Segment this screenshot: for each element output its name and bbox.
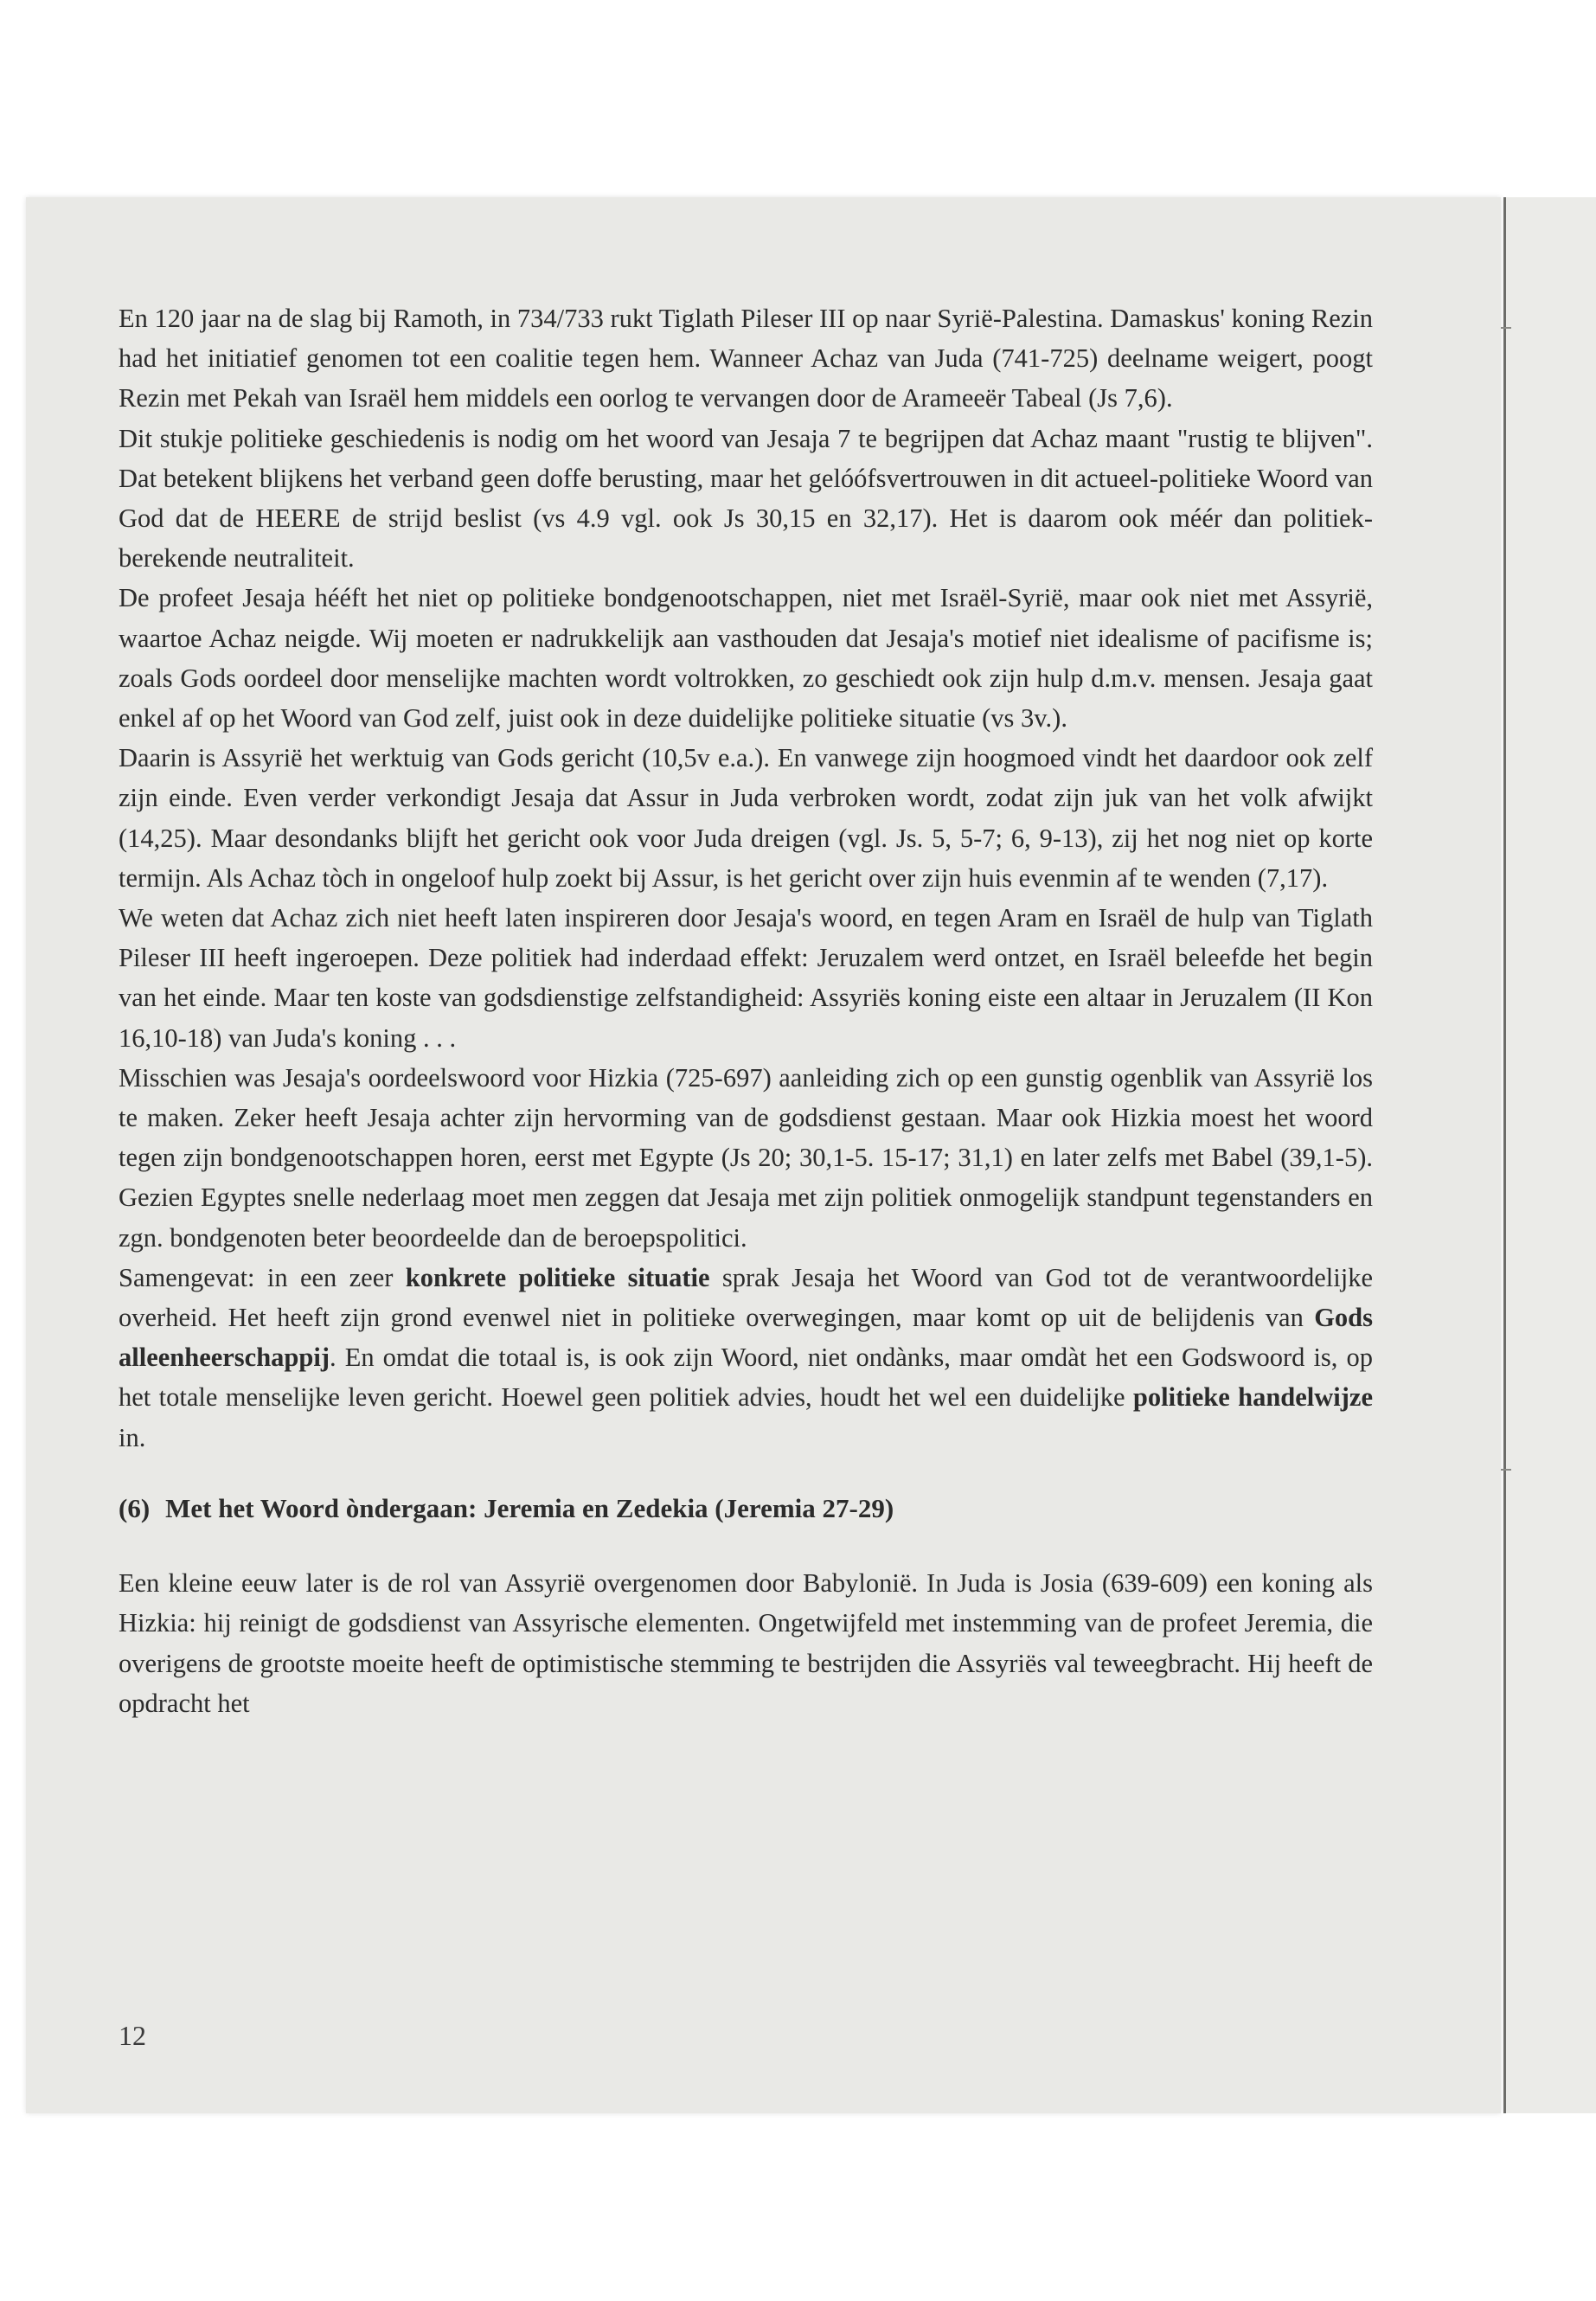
final-paragraph: Een kleine eeuw later is de rol van Assyrië overgenomen door Babylonië. In Juda is Josia (639-609) een koning als Hizkia: hij reinigt de godsdienst van Assyrische elementen. Ongetwijfeld met instemming van de profeet Jeremia, die overigens de grootste moeite heeft de optimistische stemming te bestrijden die Assyriës val teweegbracht. Hij heeft de opdracht het xyxy=(119,1568,1373,1718)
section-number: (6) xyxy=(119,1492,151,1523)
paragraph-3: De profeet Jesaja hééft het niet op politieke bondgenootschappen, niet met Israël-Syrië, maar ook niet met Assyrië, waartoe Achaz neigde. Wij moeten er nadrukkelijk aan vasthouden dat Jesaja's motief niet idealisme of pacifisme is; zoals Gods oordeel door menselijke machten wordt voltrokken, zo geschiedt ook zijn hulp d.m.v. mensen. Jesaja gaat enkel af op het Woord van God zelf, juist ook in deze duidelijke politieke situatie (vs 3v.). xyxy=(119,583,1373,734)
summary-bold-term: Gods alleenheerschappij xyxy=(119,1303,1373,1373)
summary-bold-term: politieke handelwijze xyxy=(1132,1382,1373,1413)
page-edge-mark xyxy=(1501,1469,1511,1471)
summary-bold-term: konkrete politieke situatie xyxy=(405,1262,710,1292)
paragraph-1: En 120 jaar na de slag bij Ramoth, in 734/733 rukt Tiglath Pileser III op naar Syrië-Palestina. Damaskus' koning Rezin had het initiatief genomen tot een coalitie tegen hem. Wanneer Achaz van Juda (741-725) deelname weigert, poogt Rezin met Pekah van Israël hem middels een oorlog te vervangen door de Arameeër Tabeal (Js 7,6). xyxy=(119,304,1373,413)
summary-text: in. xyxy=(119,1422,146,1452)
paragraph-4: Daarin is Assyrië het werktuig van Gods gericht (10,5v e.a.). En vanwege zijn hoogmoed vindt het daardoor ook zelf zijn einde. Even verder verkondigt Jesaja dat Assur in Juda verbroken wordt, zodat zijn juk van het volk afwijkt (14,25). Maar desondanks blijft het gericht ook voor Juda dreigen (vgl. Js. 5, 5-7; 6, 9-13), zij het nog niet op korte termijn. Als Achaz tòch in ongeloof hulp zoekt bij Assur, is het gericht over zijn huis evenmin af te wenden (7,17). xyxy=(119,743,1373,893)
paragraph-6: Misschien was Jesaja's oordeelswoord voor Hizkia (725-697) aanleiding zich op een gunstig ogenblik van Assyrië los te maken. Zeker heeft Jesaja achter zijn hervorming van de godsdienst gestaan. Maar ook Hizkia moest het woord tegen zijn bondgenootschappen horen, eerst met Egypte (Js 20; 30,1-5. 15-17; 31,1) en later zelfs met Babel (39,1-5). Gezien Egyptes snelle nederlaag moet men zeggen dat Jesaja met zijn politiek onmogelijk standpunt tegenstanders en zgn. bondgenoten beter beoordeelde dan de beroepspolitici. xyxy=(119,1062,1373,1253)
page-edge-mark xyxy=(1501,327,1511,329)
section-heading xyxy=(119,1489,1373,1529)
paragraph-5: We weten dat Achaz zich niet heeft laten inspireren door Jesaja's woord, en tegen Aram en Israël de hulp van Tiglath Pileser III heeft ingeroepen. Deze politiek had inderdaad effekt: Jeruzalem werd ontzet, en Israël beleefde het begin van het einde. Maar ten koste van godsdienstige zelfstandigheid: Assyriës koning eiste een altaar in Jeruzalem (II Kon 16,10-18) van Juda's koning . . . xyxy=(119,903,1373,1053)
body-text xyxy=(119,298,1373,1723)
adjacent-page-edge xyxy=(1503,197,1596,2113)
paragraph-2: Dit stukje politieke geschiedenis is nodig om het woord van Jesaja 7 te begrijpen dat Achaz maant "rustig te blijven". Dat betekent blijkens het verband geen doffe berusting, maar het gelóófsvertrouwen in dit actueel-politieke Woord van God dat de HEERE de strijd beslist (vs 4.9 vgl. ook Js 30,15 en 32,17). Het is daarom ook méér dan politiek-berekende neutraliteit. xyxy=(119,423,1373,574)
summary-paragraph xyxy=(119,1258,1373,1458)
summary-text: sprak Jesaja het Woord van God tot de verantwoordelijke overheid. Het heeft zijn grond evenwel niet in politieke overwegingen, maar komt op uit de belijdenis van xyxy=(119,1262,1373,1333)
page-number: 12 xyxy=(119,2020,146,2051)
section-title: Met het Woord òndergaan: Jeremia en Zedekia (Jeremia 27-29) xyxy=(165,1492,894,1523)
summary-text: Samengevat: in een zeer xyxy=(119,1262,406,1292)
summary-text: . En omdat die totaal is, is ook zijn Woord, niet ondànks, maar omdàt het een Godswoord is, op het totale menselijke leven gericht. Hoewel geen politiek advies, houdt het wel een duidelijke xyxy=(119,1343,1373,1413)
